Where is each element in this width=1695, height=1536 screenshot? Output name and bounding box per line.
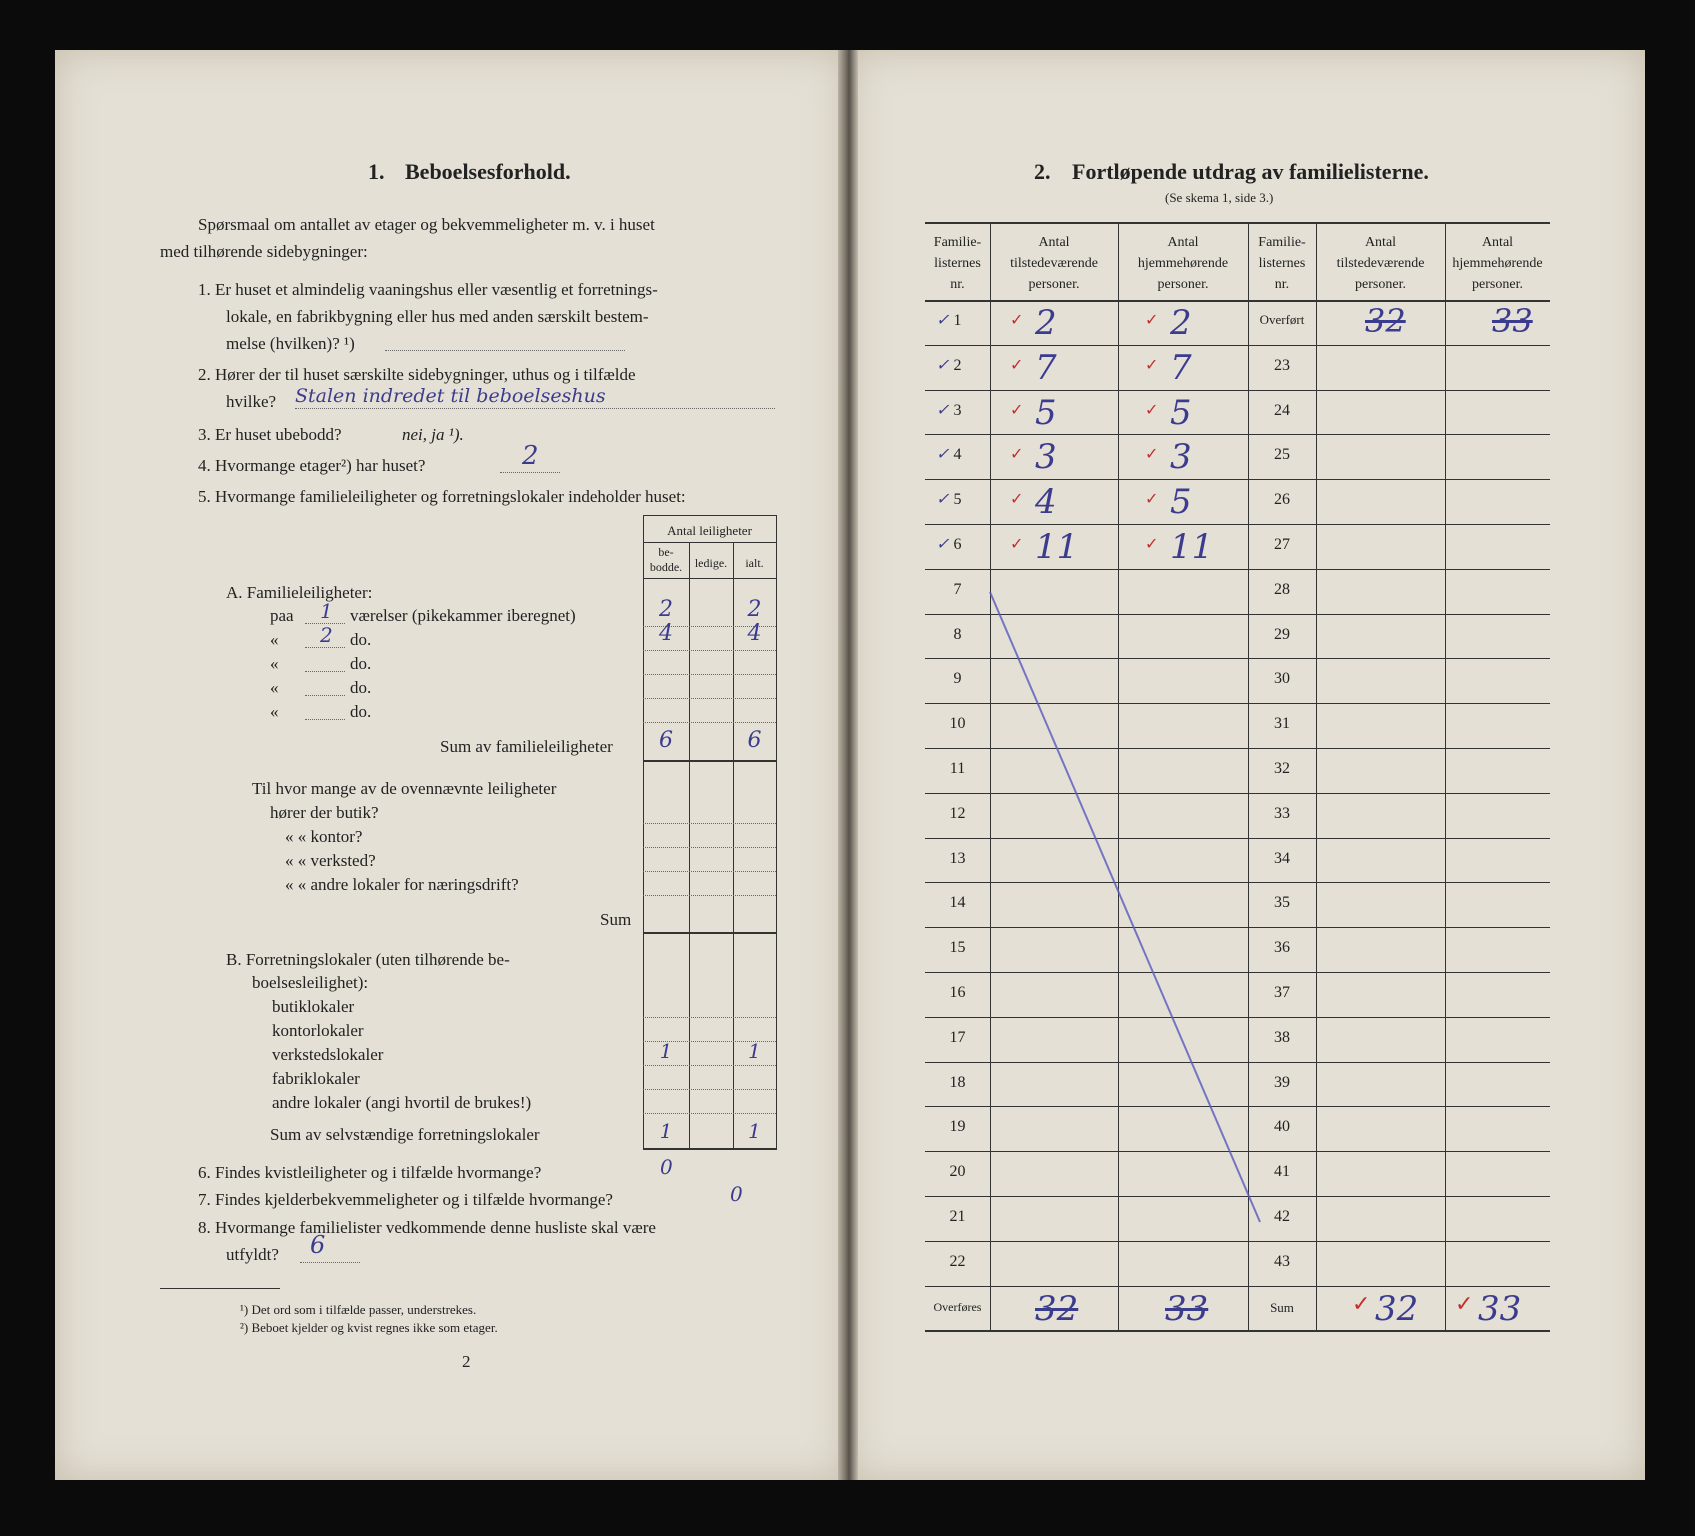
apartment-row-prefix: paa [270, 606, 294, 625]
shop-office-row-label: « « verksted? [285, 851, 376, 870]
family-list-number-right: 23 [1274, 356, 1290, 374]
check-mark: ✓ [1010, 489, 1024, 509]
check-mark: ✓ [1145, 399, 1159, 419]
section-a-heading: A. Familieleiligheter: [226, 583, 373, 602]
section-b-line-1: B. Forretningslokaler (uten tilhørende be- [226, 950, 510, 969]
shop-office-row-label: « « kontor? [285, 827, 363, 846]
family-list-number: 11 [949, 760, 966, 777]
question-1-line-1: 1. Er huset et almindelig vaaningshus eller væsentlig et forretnings- [198, 280, 658, 299]
left-title: Beboelsesforhold. [405, 159, 571, 184]
check-mark: ✓ [1010, 444, 1024, 464]
question-5: 5. Hvormange familieleiligheter og forretningslokaler indeholder huset: [198, 487, 686, 506]
question-4: 4. Hvormange etager²) har huset? [198, 456, 426, 475]
check-mark: ✓ [1145, 444, 1159, 464]
apartment-row-rooms: 2 [320, 623, 333, 647]
family-list-number-right: 41 [1274, 1163, 1290, 1181]
apartment-row-label: do. [350, 702, 372, 721]
question-8-line-2: utfyldt? [226, 1245, 279, 1264]
family-list-number: 3 [953, 401, 962, 419]
family-list-number-right: 39 [1274, 1073, 1290, 1091]
margin-tick: ✓ [936, 489, 950, 509]
question-6-answer: 0 [660, 1155, 673, 1179]
family-list-number-right: 33 [1274, 804, 1290, 822]
family-list-number-right: Overført [1259, 312, 1305, 327]
tilstede-value: 7 [1035, 347, 1057, 388]
apartment-row-label: værelser (pikekammer iberegnet) [350, 606, 576, 625]
family-list-number-right: 38 [1274, 1028, 1290, 1046]
sum-family-ialt: 6 [747, 728, 762, 753]
left-page-number: 2 [462, 1352, 471, 1371]
family-list-number-right: 29 [1274, 625, 1290, 643]
hjemme-value: 2 [1170, 303, 1192, 343]
til-hvor-mange-line: Til hvor mange av de ovennævnte leiligheter [252, 779, 557, 798]
family-list-number-right: 40 [1274, 1118, 1290, 1136]
tilstede-value: 3 [1035, 437, 1057, 478]
check-mark: ✓ [1145, 354, 1159, 374]
intro-line-1: Spørsmaal om antallet av etager og bekvemmeligheter m. v. i huset [198, 215, 655, 234]
business-row-bebodde: 1 [659, 1039, 673, 1063]
check-mark: ✓ [1010, 534, 1024, 553]
apartment-row-bebodde: 4 [659, 621, 673, 646]
family-list-number: 10 [949, 715, 966, 733]
business-row-label: verkstedslokaler [272, 1045, 384, 1064]
family-list-number-right: 30 [1274, 670, 1290, 688]
sum-business-label: Sum av selvstændige forretningslokaler [270, 1125, 540, 1144]
family-list-number: 12 [949, 804, 966, 822]
apartment-row-bebodde: 2 [659, 597, 673, 622]
business-row-label: butiklokaler [272, 997, 355, 1016]
family-list-number-right: 24 [1274, 401, 1290, 419]
apartment-row-prefix: « [270, 630, 279, 649]
sum-family-label: Sum av familieleiligheter [440, 737, 613, 756]
margin-tick: ✓ [936, 399, 950, 419]
hjemme-value: 11 [1170, 527, 1214, 567]
family-list-number: 15 [949, 939, 966, 957]
question-4-answer: 2 [522, 441, 539, 471]
col-ialt: ialt. [745, 556, 764, 570]
table-column-header: Familie- listernes nr. [1258, 235, 1306, 292]
apartment-row-label: do. [350, 630, 372, 649]
family-list-number-right: 43 [1274, 1252, 1290, 1270]
footnote-1: ¹) Det ord som i tilfælde passer, understrekes. [240, 1302, 477, 1317]
check-mark: ✓ [1145, 489, 1159, 509]
business-row-label: fabriklokaler [272, 1069, 360, 1088]
right-title: Fortløpende utdrag av familielisterne. [1072, 159, 1429, 184]
apartment-row-prefix: « [270, 678, 279, 697]
margin-tick: ✓ [936, 354, 950, 374]
overfort-hjemme: 33 [1492, 302, 1533, 340]
right-subtitle: (Se skema 1, side 3.) [1165, 190, 1274, 205]
family-list-number: 22 [949, 1252, 966, 1270]
family-list-number-right: 36 [1274, 939, 1290, 957]
apartment-row-prefix: « [270, 654, 279, 673]
family-list-number-right: 35 [1274, 894, 1290, 912]
table-column-header: Antal tilstedeværende personer. [1336, 235, 1425, 292]
family-list-number: 1 [953, 312, 962, 329]
family-list-number: 20 [949, 1163, 966, 1181]
question-7: 7. Findes kjelderbekvemmeligheter og i tilfælde hvormange? [198, 1190, 613, 1209]
question-2-line-2: hvilke? [226, 392, 277, 411]
table-header-antal-leiligheter: Antal leiligheter [667, 523, 752, 538]
family-list-number-right: 26 [1274, 491, 1290, 509]
sum-tilstede: 32 [1375, 1288, 1419, 1329]
check-mark: ✓ [1010, 399, 1024, 419]
family-list-number: 16 [949, 984, 966, 1001]
question-6: 6. Findes kvistleiligheter og i tilfælde hvormange? [198, 1163, 542, 1182]
col-bebodde: be- bodde. [649, 545, 683, 574]
shop-office-row-label: hører der butik? [270, 803, 379, 822]
hjemme-value: 5 [1170, 392, 1192, 433]
apartment-row-prefix: « [270, 702, 279, 721]
tilstede-value: 4 [1035, 482, 1057, 523]
question-8-answer: 6 [310, 1231, 326, 1259]
question-8-line-1: 8. Hvormange familielister vedkommende denne husliste skal være [198, 1218, 656, 1237]
col-ledige: ledige. [694, 556, 728, 570]
question-1-line-2: lokale, en fabrikbygning eller hus med anden særskilt bestem- [226, 307, 649, 326]
hjemme-value: 5 [1170, 482, 1192, 523]
family-list-number-right: 31 [1274, 715, 1290, 733]
family-list-number-right: 25 [1274, 446, 1290, 464]
left-section-number: 1. [368, 159, 385, 184]
family-list-number-right: 27 [1274, 536, 1290, 553]
apartment-row-ialt: 4 [747, 621, 762, 646]
business-row-label: kontorlokaler [272, 1021, 364, 1040]
footnote-2: ²) Beboet kjelder og kvist regnes ikke som etager. [240, 1320, 498, 1335]
check-mark: ✓ [1010, 354, 1024, 374]
table-column-header: Antal tilstedeværende personer. [1010, 235, 1098, 292]
check-mark: ✓ [1145, 310, 1159, 329]
tilstede-value: 2 [1035, 303, 1057, 343]
check-mark: ✓ [1145, 534, 1159, 553]
tilstede-value: 11 [1035, 527, 1079, 567]
family-list-number: 4 [953, 446, 962, 464]
apartment-row-label: do. [350, 678, 372, 697]
family-list-number-right: 42 [1274, 1208, 1290, 1225]
overfores-label: Overføres [933, 1299, 982, 1314]
business-row-label: andre lokaler (angi hvortil de brukes!) [272, 1093, 532, 1112]
margin-tick: ✓ [936, 310, 950, 329]
margin-tick: ✓ [936, 534, 950, 553]
family-list-number: 13 [949, 849, 966, 867]
family-list-number-right: 32 [1274, 760, 1290, 777]
sum-check-mark: ✓ [1455, 1291, 1474, 1317]
table-column-header: Antal hjemmehørende personer. [1452, 235, 1543, 292]
sum-label-right: Sum [1270, 1299, 1294, 1315]
overfores-tilstede: 32 [1035, 1288, 1079, 1329]
sum-hjemme: 33 [1478, 1288, 1522, 1329]
margin-tick: ✓ [936, 444, 950, 464]
question-3: 3. Er huset ubebodd? [198, 425, 342, 444]
sum-check-mark: ✓ [1352, 1291, 1371, 1317]
family-list-number: 17 [949, 1028, 966, 1046]
check-mark: ✓ [1010, 310, 1024, 329]
intro-line-2: med tilhørende sidebygninger: [160, 242, 368, 261]
table-column-header: Antal hjemmehørende personer. [1137, 235, 1229, 292]
family-list-number: 5 [953, 491, 962, 509]
family-list-number: 14 [949, 894, 966, 912]
family-list-number: 9 [953, 670, 962, 688]
family-list-number: 18 [949, 1073, 966, 1091]
table-column-header: Familie- listernes nr. [933, 235, 982, 292]
sum-business-bebodde: 1 [659, 1119, 673, 1143]
apartment-row-label: do. [350, 654, 372, 673]
overfort-tilstede: 32 [1365, 302, 1406, 340]
apartment-row-ialt: 2 [747, 597, 762, 622]
tilstede-value: 5 [1035, 392, 1057, 433]
question-1-line-3: melse (hvilken)? ¹) [226, 334, 355, 353]
family-list-number: 8 [953, 625, 962, 643]
question-3-options: nei, ja ¹). [402, 425, 464, 444]
overfores-hjemme: 33 [1165, 1288, 1209, 1329]
business-row-ialt: 1 [748, 1039, 761, 1063]
sum-business-ialt: 1 [748, 1119, 761, 1143]
family-list-number: 21 [949, 1208, 966, 1225]
hjemme-value: 7 [1170, 347, 1192, 388]
hjemme-value: 3 [1170, 437, 1192, 478]
family-list-number: 2 [953, 356, 962, 374]
section-b-line-2: boelsesleilighet): [252, 973, 369, 992]
family-list-number-right: 37 [1274, 984, 1290, 1001]
shop-office-row-label: « « andre lokaler for næringsdrift? [285, 875, 519, 894]
right-section-number: 2. [1034, 159, 1051, 184]
family-list-number: 19 [949, 1118, 966, 1136]
question-7-answer: 0 [730, 1182, 743, 1206]
family-list-number: 7 [953, 580, 962, 598]
question-2-answer: Stalen indredet til beboelseshus [295, 385, 606, 407]
family-list-number-right: 34 [1274, 849, 1290, 867]
family-list-number: 6 [953, 536, 962, 553]
family-list-number-right: 28 [1274, 580, 1290, 598]
sum-family-bebodde: 6 [659, 728, 673, 753]
question-2-line-1: 2. Hører der til huset særskilte sidebygninger, uthus og i tilfælde [198, 365, 636, 384]
apartment-row-rooms: 1 [320, 599, 333, 623]
sum-label: Sum [600, 910, 632, 929]
